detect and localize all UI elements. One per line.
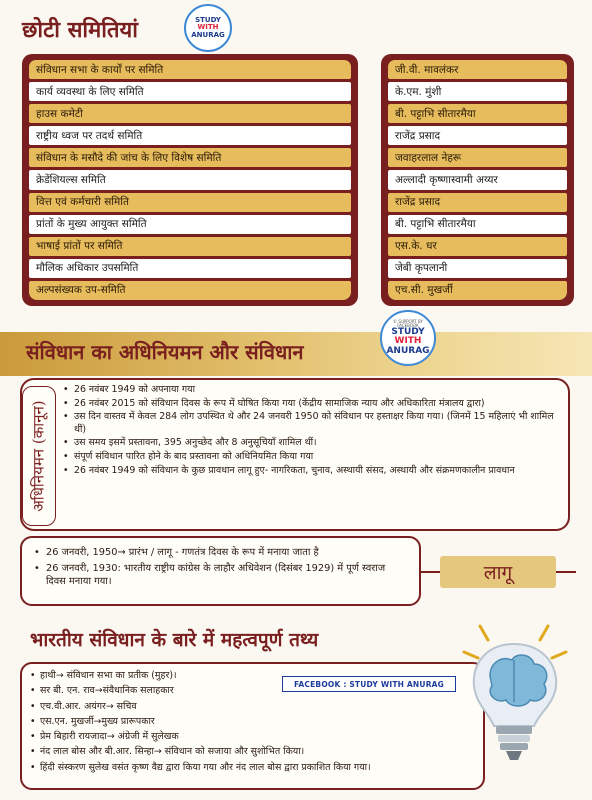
chair-row: राजेंद्र प्रसाद bbox=[388, 193, 567, 212]
study-with-anurag-logo bbox=[184, 4, 232, 52]
logo-line2: WITH bbox=[197, 23, 219, 32]
committee-row: क्रेडेंशियल्स समिति bbox=[29, 170, 351, 189]
list-item: • प्रेम बिहारी रायजादा→ अंग्रेजी में सुलेखक bbox=[30, 729, 475, 744]
lagu-box bbox=[20, 536, 421, 606]
list-item: • सर बी. एन. राव→संवैधानिक सलाहकार bbox=[30, 683, 475, 698]
list-item: • उस समय इसमें प्रस्तावना, 395 अनुच्छेद और 8 अनुसूचियाँ शामिल थीं। bbox=[62, 437, 564, 450]
list-item: • 26 नवंबर 1949 को संविधान के कुछ प्रावधान लागू हुए- नागरिकता, चुनाव, अस्थायी संसद, अस्थायी और संक्रमणकालीन प्रावधान bbox=[62, 465, 564, 478]
lagu-label: लागू bbox=[440, 556, 556, 588]
side-label-text: अधिनियमन (कानून) bbox=[30, 400, 48, 512]
chair-row: अल्लादी कृष्णास्वामी अय्यर bbox=[388, 170, 567, 189]
list-item: • नंद लाल बोस और बी.आर. सिन्हा→ संविधान को सजाया और सुशोभित किया। bbox=[30, 744, 475, 759]
logo-line3: ANURAG bbox=[386, 345, 430, 356]
list-item: • 26 नवंबर 2015 को संविधान दिवस के रूप में घोषित किया गया (केंद्रीय सामाजिक न्याय और अधिकारिता मंत्रालय द्वारा) bbox=[62, 398, 564, 411]
list-item: • हिंदी संस्करण सुलेख वसंत कृष्ण वैद्य द्वारा किया गया और नंद लाल बोस द्वारा प्रकाशित किया गया। bbox=[30, 760, 475, 775]
committee-row: राष्ट्रीय ध्वज पर तदर्थ समिति bbox=[29, 126, 351, 145]
lagu-connector bbox=[421, 571, 440, 573]
list-item: • 26 नवंबर 1949 को अपनाया गया bbox=[62, 384, 564, 397]
committee-row: हाउस कमेटी bbox=[29, 104, 351, 123]
committee-row: मौलिक अधिकार उपसमिति bbox=[29, 259, 351, 278]
chair-row: राजेंद्र प्रसाद bbox=[388, 126, 567, 145]
committee-row: भाषाई प्रांतों पर समिति bbox=[29, 237, 351, 256]
logo-support-text: © SUPPORT BY FACEBOOK bbox=[393, 318, 423, 328]
enactment-side-label bbox=[22, 386, 56, 526]
committee-row: संविधान सभा के कार्यों पर समिति bbox=[29, 60, 351, 79]
enactment-list bbox=[62, 384, 564, 478]
lightbulb-brain-icon bbox=[446, 616, 586, 776]
list-item: • हाथी→ संविधान सभा का प्रतीक (मुहर)। bbox=[30, 668, 475, 683]
logo-line1: STUDY bbox=[391, 327, 425, 338]
committee-row: कार्य व्यवस्था के लिए समिति bbox=[29, 82, 351, 101]
chair-row: एच.सी. मुखर्जी bbox=[388, 281, 567, 300]
committee-row: प्रांतों के मुख्य आयुक्त समिति bbox=[29, 215, 351, 234]
list-item: • 26 जनवरी, 1930: भारतीय राष्ट्रीय कांग्रेस के लाहौर अधिवेशन (दिसंबर 1929) में पूर्ण स्वराज दिवस मनाया गया। bbox=[34, 562, 407, 589]
chair-row: एस.के. धर bbox=[388, 237, 567, 256]
committee-row: अल्पसंख्यक उप-समिति bbox=[29, 281, 351, 300]
list-item: • एच.वी.आर. अयंगर→ सचिव bbox=[30, 699, 475, 714]
section2-title: संविधान का अधिनियमन और संविधान bbox=[26, 340, 304, 364]
committee-row: वित्त एवं कर्मचारी समिति bbox=[29, 193, 351, 212]
list-item: • एस.एन. मुखर्जी→मुख्य प्रारूपकार bbox=[30, 714, 475, 729]
chair-row: के.एम. मुंशी bbox=[388, 82, 567, 101]
chair-row: जी.वी. मावलंकर bbox=[388, 60, 567, 79]
chair-row: जवाहरलाल नेहरू bbox=[388, 148, 567, 167]
logo-line2: WITH bbox=[394, 336, 422, 347]
lagu-connector bbox=[556, 571, 576, 573]
committees-panel bbox=[22, 54, 358, 306]
chair-row: बी. पट्टाभि सीतारमैया bbox=[388, 215, 567, 234]
chair-row: बी. पट्टाभि सीतारमैया bbox=[388, 104, 567, 123]
study-with-anurag-logo bbox=[380, 310, 436, 366]
facebook-badge: FACEBOOK : STUDY WITH ANURAG bbox=[282, 676, 456, 692]
logo-line1: STUDY bbox=[195, 15, 221, 24]
list-item: • 26 जनवरी, 1950→ प्रारंभ / लागू - गणतंत्र दिवस के रूप में मनाया जाता है bbox=[34, 546, 407, 560]
chairs-panel bbox=[381, 54, 574, 306]
logo-line3: ANURAG bbox=[191, 30, 225, 39]
section3-title: भारतीय संविधान के बारे में महत्वपूर्ण तथ्य bbox=[30, 629, 319, 651]
chair-row: जेबी कृपलानी bbox=[388, 259, 567, 278]
committee-row: संविधान के मसौदे की जांच के लिए विशेष समिति bbox=[29, 148, 351, 167]
list-item: • उस दिन वास्तव में केवल 284 लोग उपस्थित थे और 24 जनवरी 1950 को संविधान पर हस्ताक्षर किया गया। (जिनमें 15 महिलाएं भी शामिल थीं) bbox=[62, 411, 564, 436]
section1-title: छोटी समितियां bbox=[22, 17, 138, 43]
list-item: • संपूर्ण संविधान पारित होने के बाद प्रस्तावना को अधिनियमित किया गया bbox=[62, 451, 564, 464]
